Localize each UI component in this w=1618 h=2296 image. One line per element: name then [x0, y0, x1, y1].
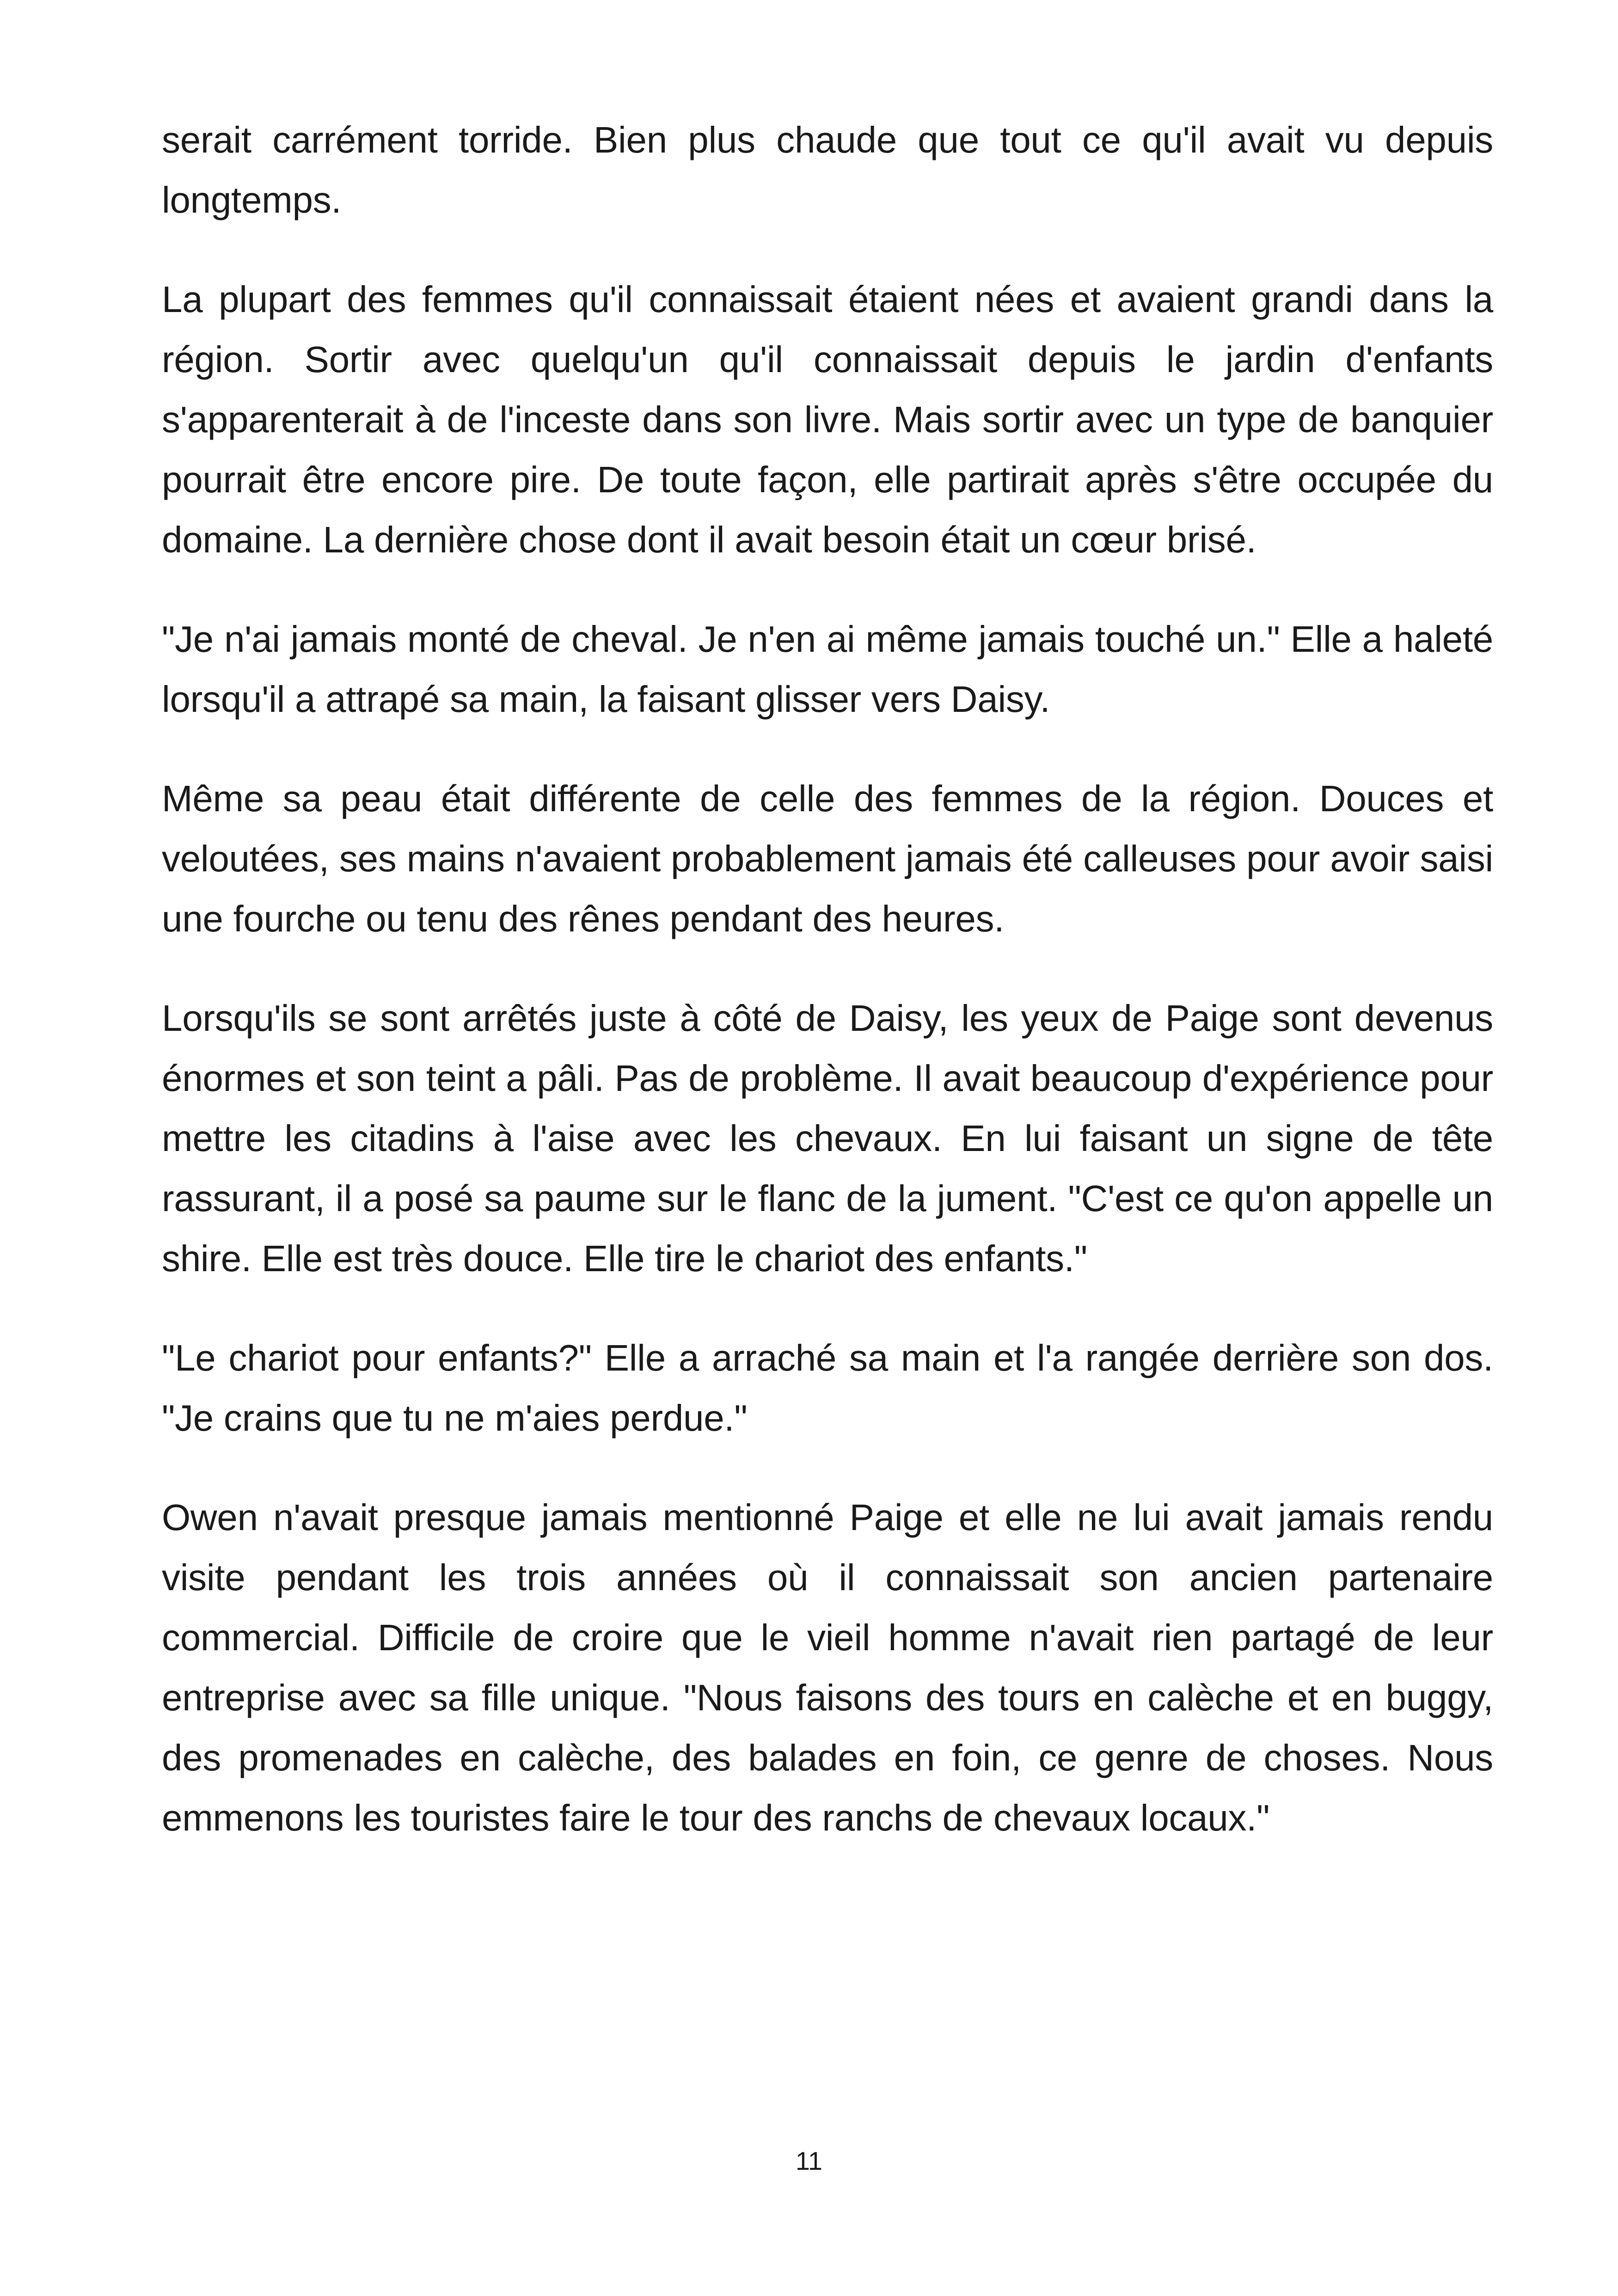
- paragraph-6: "Le chariot pour enfants?" Elle a arraché sa main et l'a rangée derrière son dos. "Je crains que tu ne m'aies perdue.": [162, 1337, 1493, 1439]
- paragraph-2: La plupart des femmes qu'il connaissait étaient nées et avaient grandi dans la région. Sortir avec quelqu'un qu'il connaissait depuis le jardin d'enfants s'apparenterait à de l'inceste dans son livre. Mais sortir avec un type de banquier pourrait être encore pire. De toute façon, elle partirait après s'être occupée du domaine. La dernière chose dont il avait besoin était un cœur brisé.: [162, 279, 1493, 560]
- paragraph-1: serait carrément torride. Bien plus chaude que tout ce qu'il avait vu depuis longtemps.: [162, 119, 1493, 220]
- paragraph-4: Même sa peau était différente de celle des femmes de la région. Douces et veloutées, ses mains n'avaient probablement jamais été calleuses pour avoir saisi une fourche ou tenu des rênes pendant des heures.: [162, 778, 1493, 939]
- page-number: 11: [795, 2146, 823, 2175]
- paragraph-3: "Je n'ai jamais monté de cheval. Je n'en ai même jamais touché un." Elle a haleté lorsqu'il a attrapé sa main, la faisant glisser vers Daisy.: [162, 618, 1493, 720]
- paragraph-7: Owen n'avait presque jamais mentionné Paige et elle ne lui avait jamais rendu visite pendant les trois années où il connaissait son ancien partenaire commercial. Difficile de croire que le vieil homme n'avait rien partagé de leur entreprise avec sa fille unique. "Nous faisons des tours en calèche et en buggy, des promenades en calèche, des balades en foin, ce genre de choses. Nous emmenons les touristes faire le tour des ranchs de chevaux locaux.": [162, 1497, 1493, 1838]
- text-body: [162, 110, 1493, 1887]
- paragraph-5: Lorsqu'ils se sont arrêtés juste à côté de Daisy, les yeux de Paige sont devenus énormes et son teint a pâli. Pas de problème. Il avait beaucoup d'expérience pour mettre les citadins à l'aise avec les chevaux. En lui faisant un signe de tête rassurant, il a posé sa paume sur le flanc de la jument. "C'est ce qu'on appelle un shire. Elle est très douce. Elle tire le chariot des enfants.": [162, 998, 1493, 1279]
